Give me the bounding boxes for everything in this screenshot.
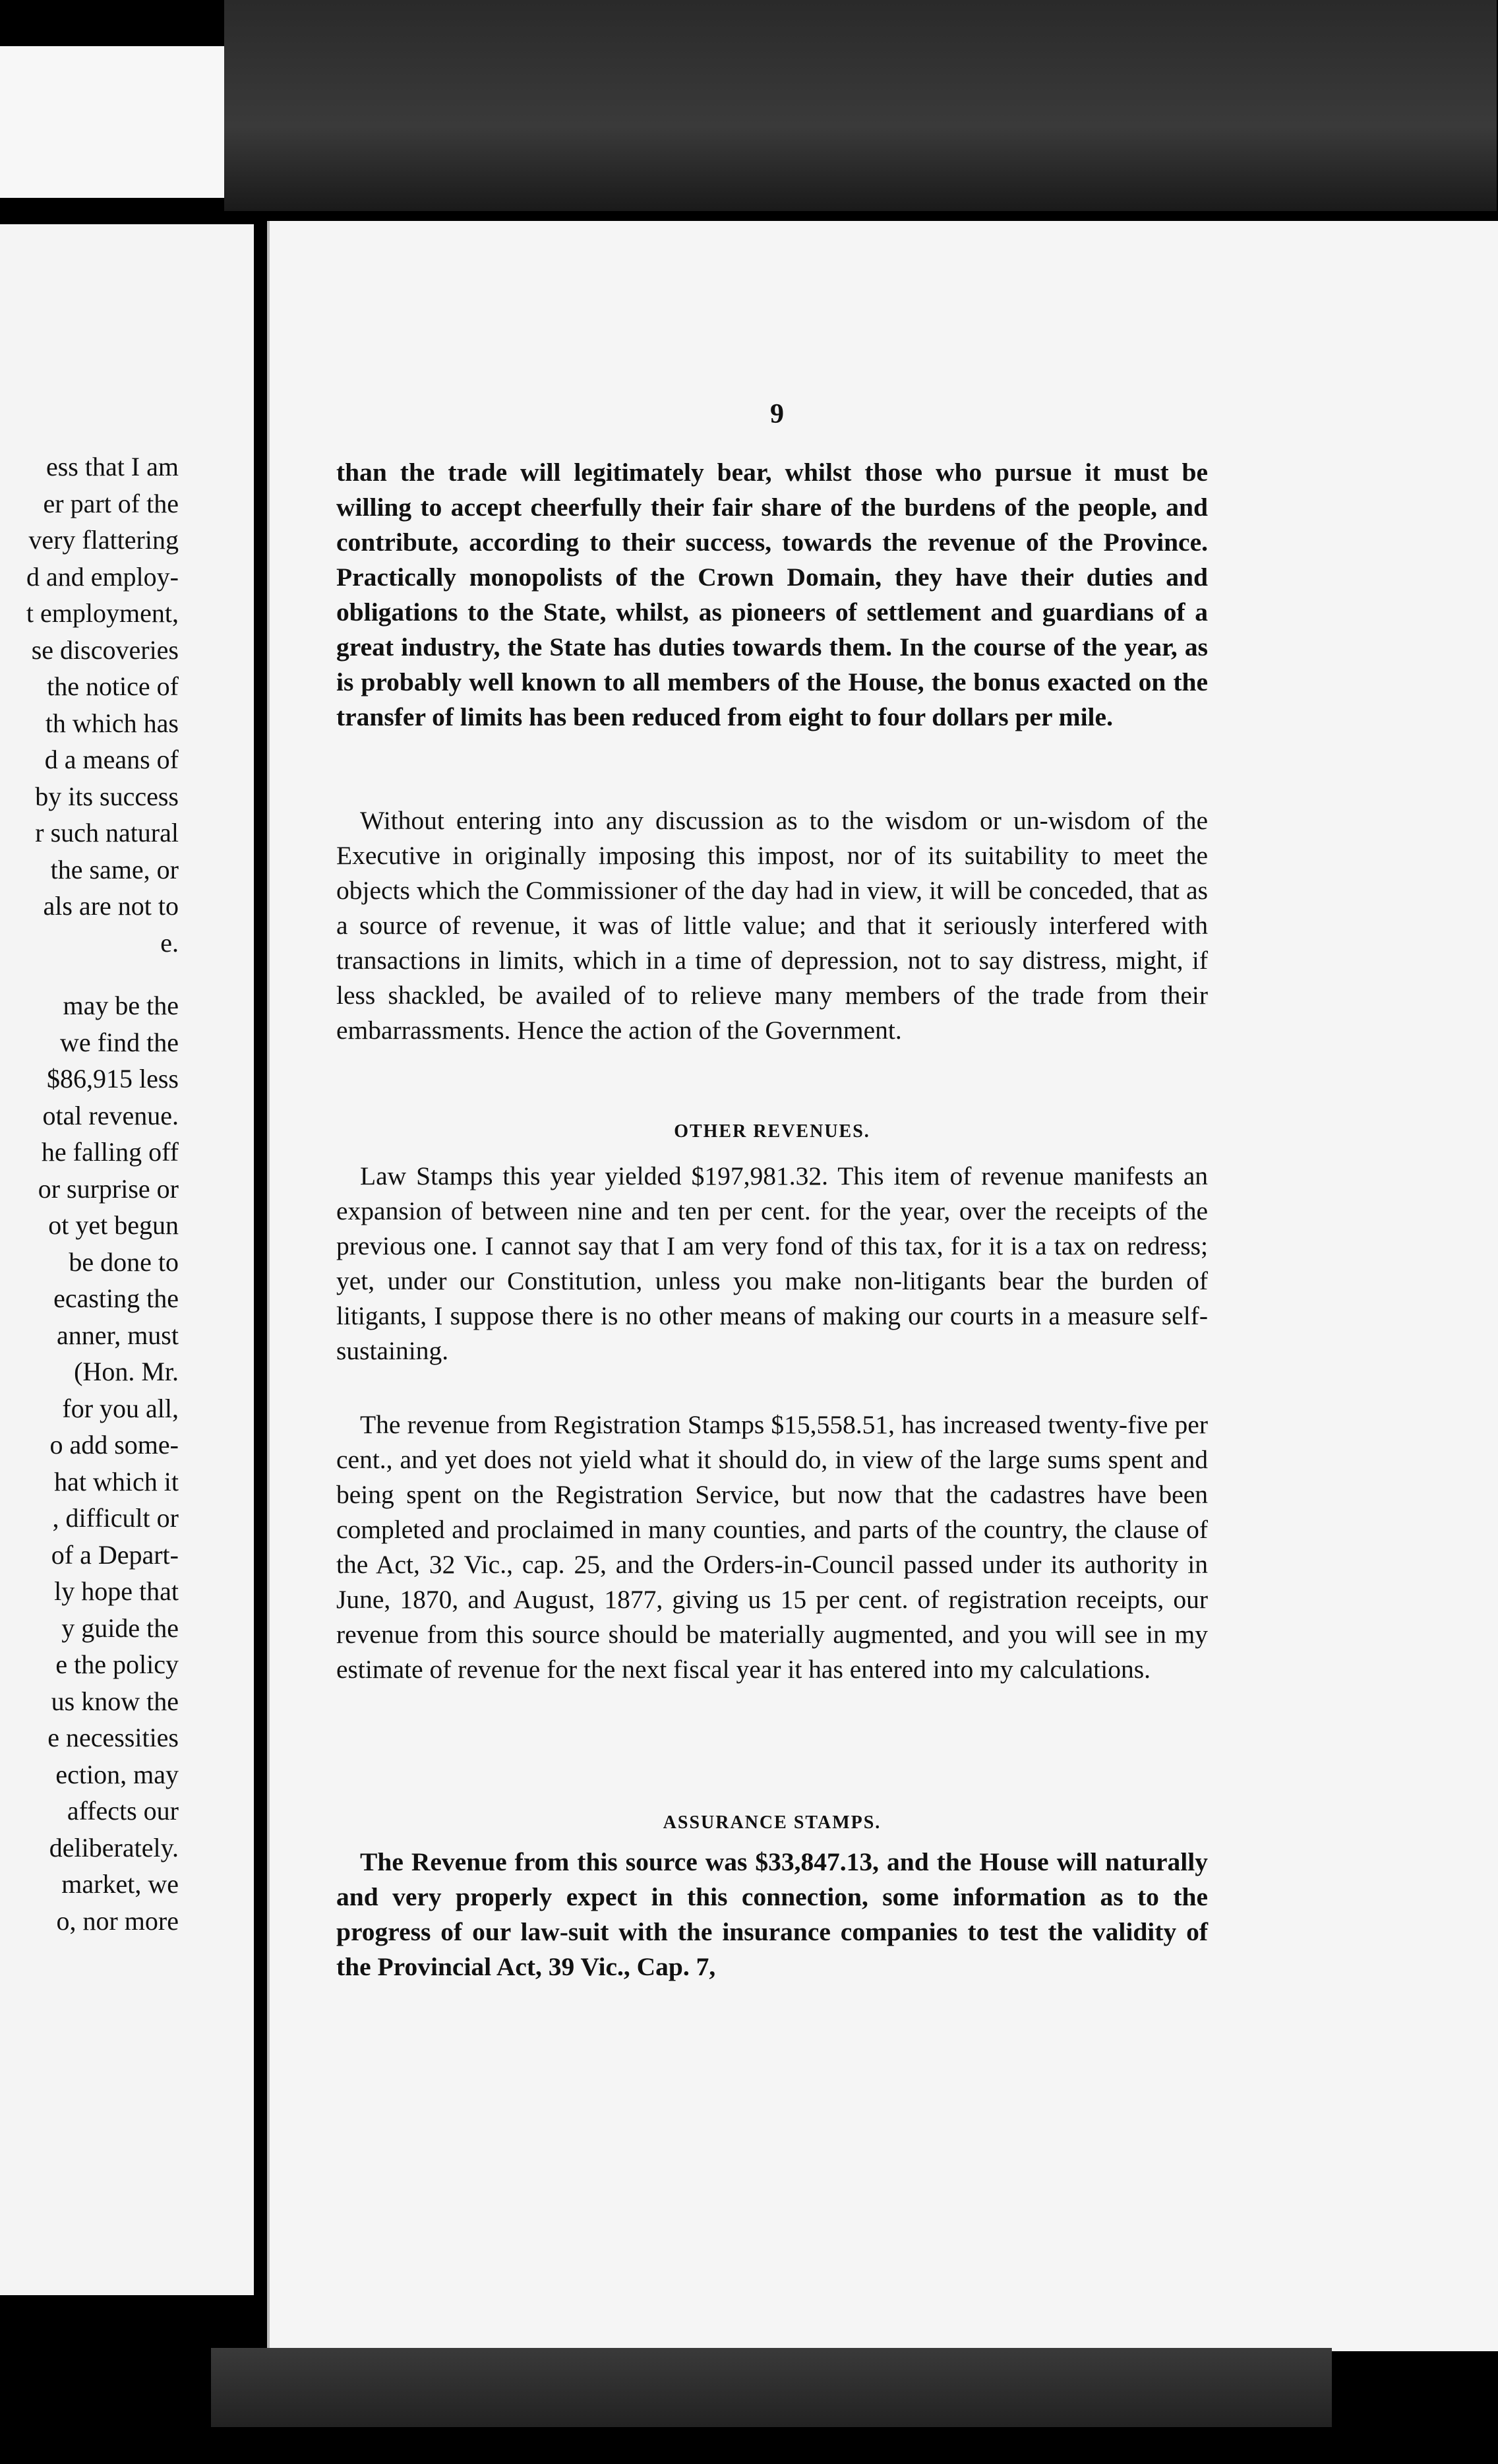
left-page-line: se discoveries [31, 634, 179, 665]
paragraph-registration-stamps [336, 1407, 1208, 1687]
left-page-line: ess that I am [45, 452, 179, 481]
left-page-line: , difficult or [52, 1503, 179, 1533]
left-page-line: or surprise or [38, 1173, 179, 1204]
heading-other-revenues: OTHER REVENUES. [674, 1121, 870, 1142]
left-page-line: er part of the [43, 488, 179, 518]
left-page-line: d and employ- [26, 561, 179, 592]
left-page-line: we find the [60, 1027, 179, 1057]
left-page-line: ot yet begun [48, 1210, 179, 1240]
left-page-line: the notice of [47, 671, 179, 701]
left-page-line: affects our [67, 1796, 179, 1826]
paragraph-assurance-stamps [336, 1845, 1208, 1985]
left-page-line: the same, or [50, 854, 179, 884]
bottom-scan-border [211, 2348, 1332, 2427]
left-page [0, 224, 254, 2295]
left-page-line: deliberately. [49, 1832, 179, 1863]
paragraph-5: The Revenue from this source was $33,847.13, and the House will naturally and very properly expect in this connection, some information as to the progress of our law-suit with the insurance companies to test the validity of the Provincial Act, 39 Vic., Cap. 7, [336, 1847, 1208, 1981]
left-page-line: ly hope that [54, 1576, 179, 1606]
left-page-line: o add some- [49, 1430, 179, 1460]
left-page-line: e the policy [55, 1649, 179, 1679]
left-page-line: us know the [51, 1686, 179, 1716]
left-page-line: ecasting the [53, 1283, 179, 1313]
left-page-line: for you all, [62, 1393, 179, 1423]
left-page-line: of a Depart- [51, 1539, 179, 1570]
left-page-line: may be the [63, 991, 179, 1020]
left-page-line: be done to [69, 1247, 179, 1277]
paragraph-bonus-impost [336, 803, 1208, 1048]
top-left-margin [0, 46, 224, 198]
left-page-line: (Hon. Mr. [74, 1357, 179, 1386]
left-page-line: otal revenue. [42, 1100, 179, 1130]
left-page-line: $86,915 less [47, 1064, 179, 1093]
left-page-text [0, 448, 179, 1939]
paragraph-1: than the trade will legitimately bear, whilst those who pursue it must be willing to accept cheerfully their fair share of the burdens of the people, and contribute, according to their success, towards the revenue of the Province. Practically monopolists of the Crown Domain, they have their duties and obligations to the State, whilst, as pioneers of settlement and guardians of a great industry, the State has duties towards them. In the course of the year, as is probably well known to all members of the House, the bonus exacted on the transfer of limits has been reduced from eight to four dollars per mile. [336, 458, 1208, 731]
paragraph-3: Law Stamps this year yielded $197,981.32. This item of revenue manifests an expansion of between nine and ten per cent. for the year, over the receipts of the previous one. I cannot say that I am very fond of this tax, for it is a tax on redress; yet, under our Constitution, unless you make non-litigants bear the burden of litigants, I suppose there is no other means of making our courts in a measure self-sustaining. [336, 1161, 1208, 1365]
left-page-line: y guide the [61, 1613, 179, 1643]
left-page-line: market, we [61, 1869, 179, 1899]
left-page-line: als are not to [43, 891, 179, 921]
left-page-line: by its success [35, 781, 179, 811]
paragraph-law-stamps [336, 1159, 1208, 1369]
left-page-line: t employment, [26, 598, 179, 628]
left-page-line: r such natural [35, 818, 179, 847]
left-page-line: d a means of [44, 745, 179, 774]
page-number: 9 [770, 399, 784, 429]
paragraph-2: Without entering into any discussion as to the wisdom or un-wisdom of the Executive in originally imposing this impost, nor of its suitability to meet the objects which the Commissioner of the day had in view, it will be conceded, that as a source of revenue, it was of little value; and that it seriously interfered with transactions in limits, which in a time of depression, not to say distress, might, if less shackled, be availed of to relieve many members of the trade from their embarrassments. Hence the action of the Government. [336, 806, 1208, 1045]
top-scan-border [224, 0, 1497, 211]
left-page-line: th which has [45, 708, 179, 738]
heading-assurance-stamps: ASSURANCE STAMPS. [663, 1812, 882, 1833]
left-page-line: hat which it [54, 1466, 179, 1496]
left-page-line: e. [160, 927, 179, 958]
left-page-line: o, nor more [56, 1905, 179, 1936]
paragraph-4: The revenue from Registration Stamps $15,558.51, has increased twenty-five per cent., and yet does not yield what it should do, in view of the large sums spent and being spent on the Registration Service, but now that the cadastres have been completed and proclaimed in many counties, and parts of the country, the clause of the Act, 32 Vic., cap. 25, and the Orders-in-Council passed under its authority in June, 1870, and August, 1877, giving us 15 per cent. of registration receipts, our revenue from this source should be materially augmented, and you will see in my estimate of revenue for the next fiscal year it has entered into my calculations. [336, 1410, 1208, 1684]
left-page-line: anner, must [56, 1320, 179, 1350]
left-page-line: ection, may [55, 1759, 179, 1789]
left-page-line [0, 961, 179, 987]
left-page-line: he falling off [41, 1137, 179, 1167]
paragraph-timber-limits [336, 455, 1208, 735]
left-page-line: e necessities [47, 1723, 179, 1752]
left-page-line: very flattering [28, 525, 179, 555]
